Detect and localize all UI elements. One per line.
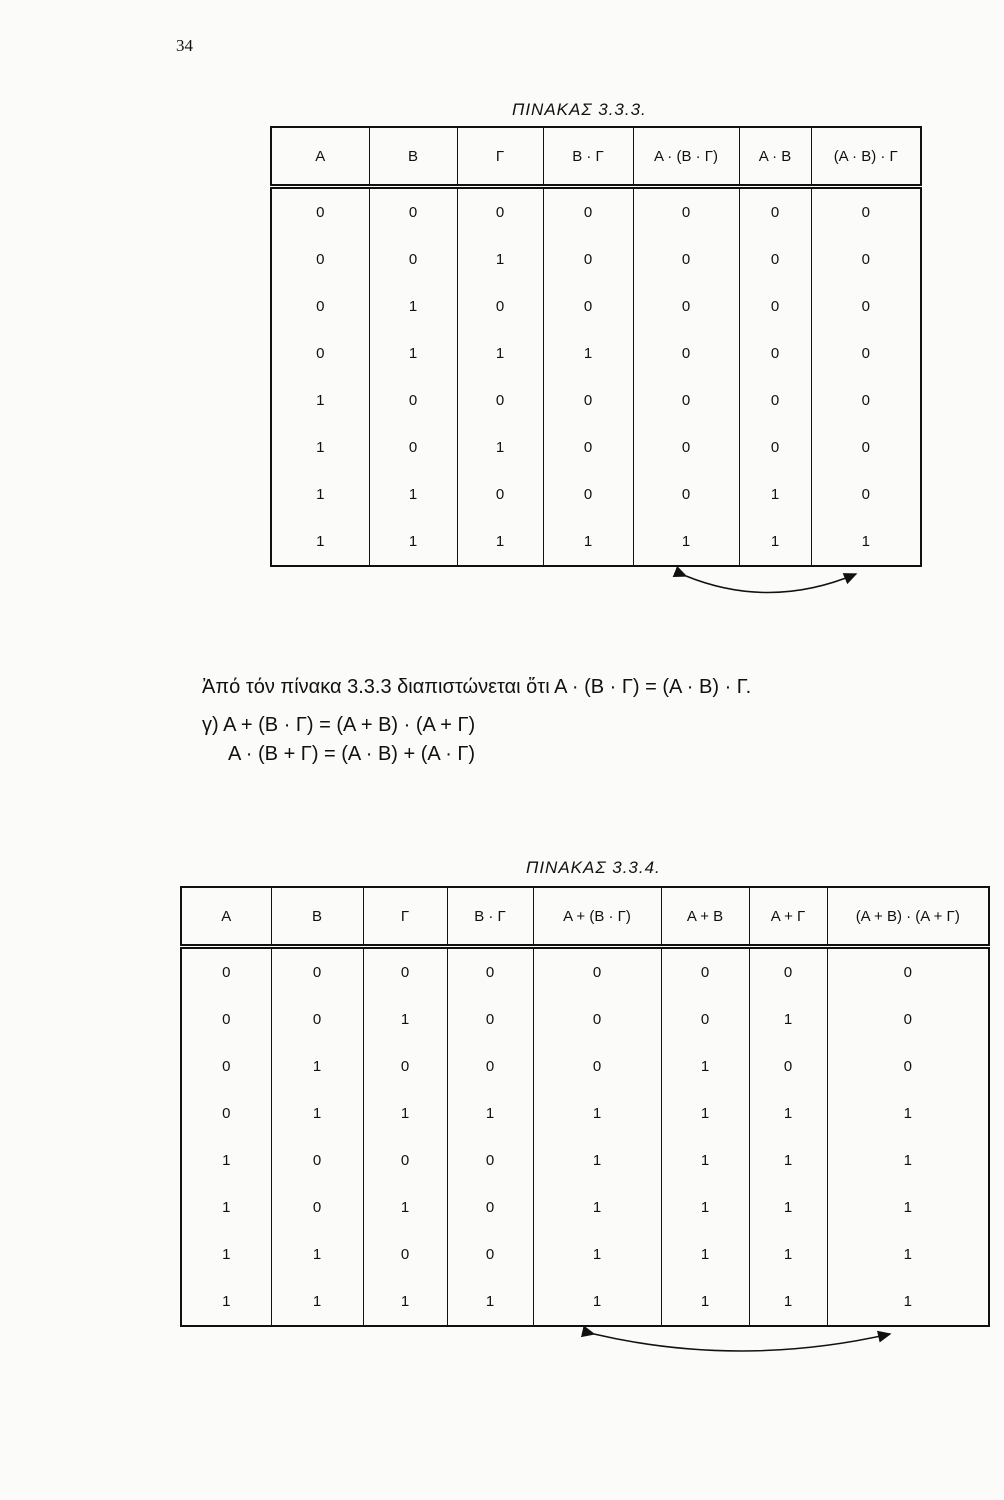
column-header: (Α · Β) · Γ (811, 127, 921, 187)
table-cell: 0 (739, 330, 811, 377)
table-cell: 0 (749, 1043, 827, 1090)
table-cell: 0 (739, 236, 811, 283)
table-cell: 0 (316, 298, 325, 315)
table-cell: 1 (749, 1278, 827, 1326)
table-row (271, 424, 921, 471)
item-g-line-1: γ) Α + (Β · Γ) = (Α + Β) · (Α + Γ) (202, 714, 476, 736)
table-cell: 0 (811, 377, 921, 424)
table-cell: 0 (271, 947, 363, 997)
table-cell: 1 (369, 471, 457, 518)
table-cell: 0 (369, 424, 457, 471)
table-row (181, 1090, 989, 1137)
table-cell: 1 (222, 1246, 231, 1263)
table-cell: 0 (811, 187, 921, 237)
table-cell: 1 (222, 1199, 231, 1216)
page-number: 34 (176, 36, 193, 55)
column-header: Α (181, 887, 271, 947)
table-cell: 1 (447, 1090, 533, 1137)
table-cell: 0 (749, 947, 827, 997)
table-cell: 1 (271, 1043, 363, 1090)
table-cell: 1 (661, 1090, 749, 1137)
table-cell: 0 (739, 377, 811, 424)
table-cell: 0 (827, 996, 989, 1043)
table-cell: 0 (661, 996, 749, 1043)
table-cell: 1 (827, 1231, 989, 1278)
table-cell: 1 (661, 1231, 749, 1278)
table-cell: 0 (543, 187, 633, 237)
table-cell: 0 (447, 1043, 533, 1090)
table-cell: 0 (811, 424, 921, 471)
table-cell: 1 (749, 1184, 827, 1231)
table-cell: 0 (827, 1043, 989, 1090)
table-cell: 0 (543, 471, 633, 518)
column-header: Α + Β (661, 887, 749, 947)
table-cell: 0 (222, 1058, 231, 1075)
table-cell: 0 (739, 187, 811, 237)
table-cell: 1 (363, 1184, 447, 1231)
table-cell: 0 (661, 947, 749, 997)
table-cell: 0 (457, 187, 543, 237)
table-cell: 1 (661, 1137, 749, 1184)
conclusion-text: Ἀπό τόν πίνακα 3.3.3 διαπιστώνεται ὅτι Α · (Β · Γ) = (Α · Β) · Γ. (202, 676, 752, 698)
table-cell: 0 (222, 964, 231, 981)
table-row (181, 996, 989, 1043)
table-cell: 0 (363, 1231, 447, 1278)
truth-table-3-3-3 (270, 126, 922, 567)
table-row (271, 377, 921, 424)
column-header: Β · Γ (543, 127, 633, 187)
table-cell: 0 (271, 996, 363, 1043)
table-cell: 0 (369, 236, 457, 283)
table-cell: 1 (533, 1184, 661, 1231)
table-cell: 0 (543, 377, 633, 424)
table-cell: 1 (457, 330, 543, 377)
item-g-line-2: Α · (Β + Γ) = (Α · Β) + (Α · Γ) (228, 743, 476, 765)
table-cell: 0 (447, 1184, 533, 1231)
column-header: Α · (Β · Γ) (633, 127, 739, 187)
table-cell: 0 (633, 283, 739, 330)
table-row (271, 236, 921, 283)
table-cell: 1 (827, 1090, 989, 1137)
table-cell: 0 (633, 236, 739, 283)
column-header: Α · Β (739, 127, 811, 187)
table-header-row (181, 887, 989, 947)
table-cell: 1 (363, 1278, 447, 1326)
table-cell: 0 (533, 996, 661, 1043)
table-cell: 0 (316, 204, 325, 221)
table-cell: 1 (316, 392, 325, 409)
table-row (271, 283, 921, 330)
table-caption: ΠΙΝΑΚΑΣ 3.3.4. (526, 858, 661, 877)
table-cell: 0 (533, 947, 661, 997)
table-cell: 1 (811, 518, 921, 566)
column-header: Β (271, 887, 363, 947)
table-cell: 1 (369, 283, 457, 330)
table-cell: 0 (222, 1011, 231, 1028)
table-cell: 1 (543, 330, 633, 377)
table-cell: 0 (811, 283, 921, 330)
table-cell: 1 (827, 1137, 989, 1184)
table-cell: 1 (739, 471, 811, 518)
table-cell: 0 (363, 947, 447, 997)
table-cell: 1 (661, 1043, 749, 1090)
table-cell: 0 (222, 1105, 231, 1122)
table-cell: 1 (222, 1293, 231, 1310)
table-cell: 0 (827, 947, 989, 997)
table-cell: 1 (316, 439, 325, 456)
column-header: (Α + Β) · (Α + Γ) (827, 887, 989, 947)
table-cell: 1 (222, 1152, 231, 1169)
table-cell: 1 (661, 1184, 749, 1231)
table-cell: 0 (457, 283, 543, 330)
table-cell: 1 (271, 1090, 363, 1137)
table-cell: 1 (749, 1090, 827, 1137)
table-cell: 0 (533, 1043, 661, 1090)
table-cell: 0 (316, 345, 325, 362)
table-cell: 1 (533, 1137, 661, 1184)
table-row (271, 518, 921, 566)
table-cell: 0 (543, 424, 633, 471)
table-cell: 1 (316, 533, 325, 550)
table-cell: 1 (827, 1184, 989, 1231)
table-cell: 0 (633, 187, 739, 237)
column-header: Γ (457, 127, 543, 187)
table-row (271, 471, 921, 518)
table-cell: 0 (363, 1043, 447, 1090)
table-cell: 1 (543, 518, 633, 566)
table-cell: 0 (811, 330, 921, 377)
table-cell: 1 (749, 1137, 827, 1184)
table-cell: 1 (533, 1278, 661, 1326)
table-cell: 0 (739, 424, 811, 471)
table-cell: 0 (369, 187, 457, 237)
table-row (181, 1184, 989, 1231)
table-cell: 1 (457, 424, 543, 471)
table-cell: 1 (447, 1278, 533, 1326)
table-cell: 0 (447, 996, 533, 1043)
table-cell: 0 (633, 424, 739, 471)
table-cell: 1 (633, 518, 739, 566)
table-cell: 1 (827, 1278, 989, 1326)
table-cell: 1 (749, 1231, 827, 1278)
table-cell: 1 (533, 1231, 661, 1278)
table-cell: 1 (363, 1090, 447, 1137)
table-cell: 0 (369, 377, 457, 424)
table-row (181, 1137, 989, 1184)
table-cell: 1 (457, 236, 543, 283)
table-cell: 0 (633, 471, 739, 518)
table-cell: 1 (739, 518, 811, 566)
table-cell: 0 (271, 1184, 363, 1231)
table-cell: 1 (533, 1090, 661, 1137)
table-cell: 0 (811, 471, 921, 518)
table-row (181, 1043, 989, 1090)
table-header-row (271, 127, 921, 187)
table-cell: 1 (363, 996, 447, 1043)
table-cell: 0 (457, 471, 543, 518)
table-cell: 1 (316, 486, 325, 503)
table-row (181, 1231, 989, 1278)
table-cell: 0 (811, 236, 921, 283)
table-cell: 1 (369, 518, 457, 566)
table-row (181, 947, 989, 997)
table-cell: 0 (447, 1137, 533, 1184)
table-row (271, 187, 921, 237)
table-cell: 0 (447, 1231, 533, 1278)
table-cell: 0 (739, 283, 811, 330)
table-cell: 0 (363, 1137, 447, 1184)
column-header: Β · Γ (447, 887, 533, 947)
table-cell: 0 (543, 236, 633, 283)
truth-table-3-3-4 (180, 886, 990, 1327)
table-cell: 0 (316, 251, 325, 268)
table-cell: 0 (543, 283, 633, 330)
column-header: Α (271, 127, 369, 187)
table-cell: 1 (457, 518, 543, 566)
table-cell: 0 (457, 377, 543, 424)
table-cell: 1 (749, 996, 827, 1043)
table-cell: 0 (447, 947, 533, 997)
table-cell: 1 (661, 1278, 749, 1326)
table-row (271, 330, 921, 377)
table-cell: 0 (633, 330, 739, 377)
table-cell: 1 (369, 330, 457, 377)
table-cell: 0 (271, 1137, 363, 1184)
column-header: Γ (363, 887, 447, 947)
table-row (181, 1278, 989, 1326)
table-cell: 0 (633, 377, 739, 424)
table-cell: 1 (271, 1231, 363, 1278)
column-header: Β (369, 127, 457, 187)
column-header: Α + Γ (749, 887, 827, 947)
table-caption: ΠΙΝΑΚΑΣ 3.3.3. (512, 100, 647, 119)
column-header: Α + (Β · Γ) (533, 887, 661, 947)
table-cell: 1 (271, 1278, 363, 1326)
